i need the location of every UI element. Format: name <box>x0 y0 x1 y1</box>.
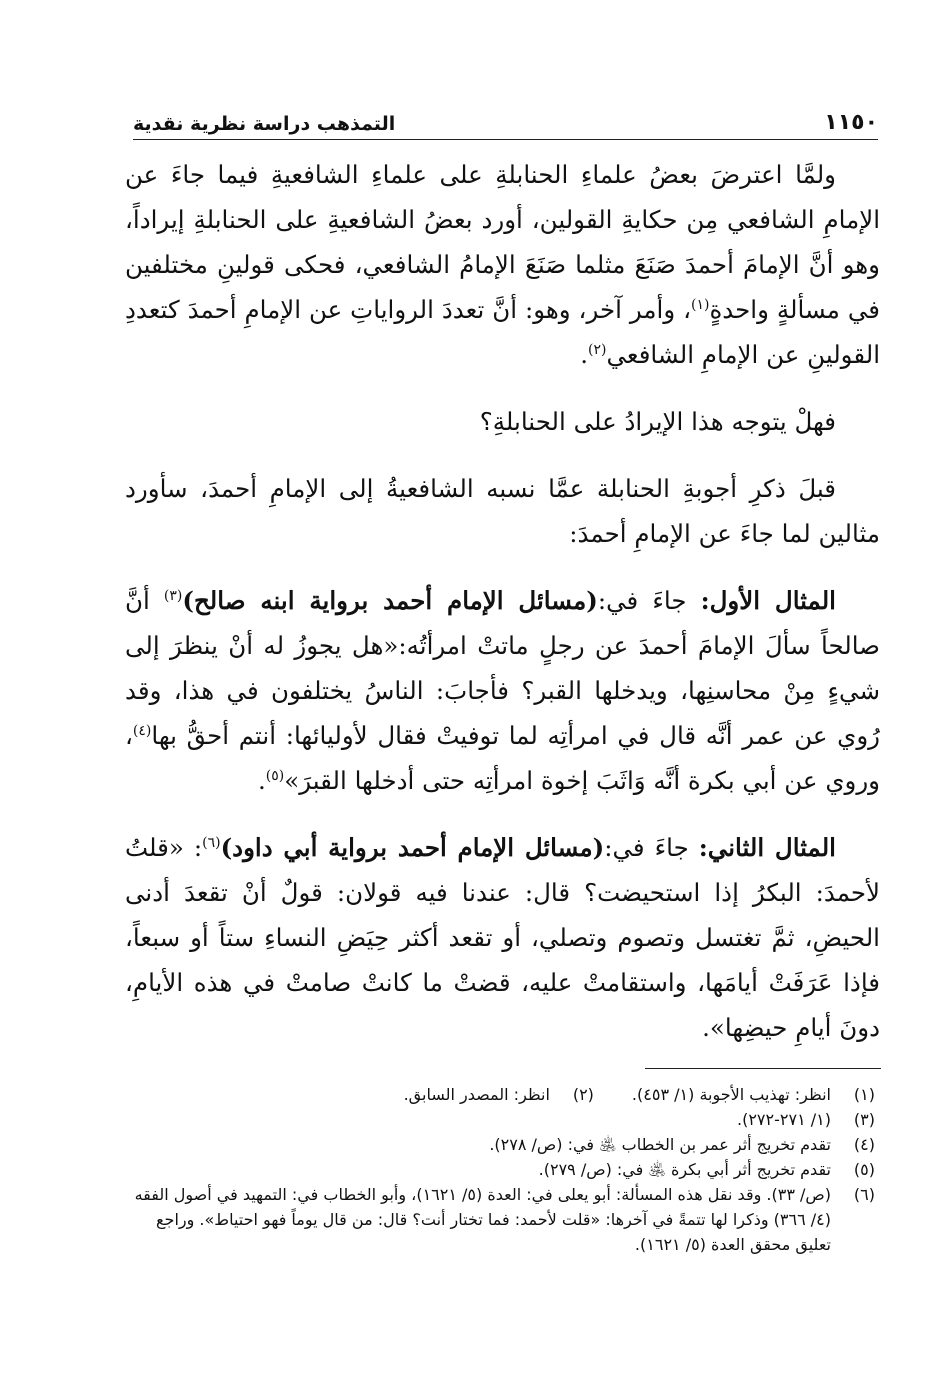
example-1-intro: جاءَ في: <box>597 586 701 615</box>
paragraph-2-text: فهلْ يتوجه هذا الإيرادُ على الحنابلةِ؟ <box>479 407 836 436</box>
footnote-3-text: (١/ ٢٧١-٢٧٢). <box>737 1110 831 1129</box>
footnote-ref-3[interactable]: (٣) <box>163 587 183 604</box>
footnote-5-number: (٥) <box>853 1160 875 1179</box>
footnote-6-text: (ص/ ٣٣). وقد نقل هذه المسألة: أبو يعلى في: العدة (٥/ ١٦٢١)، وأبو الخطاب في: التمهيد في أصول الفقه (٤/ ٣٦٦) وذكرا لها تتمةً في آخرها: «قلت لأحمد: فما تختار أنت؟ قال: من قال يوماً فهو احتياط». وراجع تعليق محقق العدة (٥/ ١٦٢١). <box>134 1185 831 1254</box>
footnote-gap <box>594 1082 632 1107</box>
example-2-text: : «قلتُ لأحمدَ: البكرُ إذا استحيضت؟ قال: عندنا فيه قولان: قولٌ أنْ تقعدَ أدنى الحيضِ، ثمَّ تغتسل وتصوم وتصلي، أو تقعد أكثر حِيَضِ النساءِ ستاً أو سبعاً، فإذا عَرَفَتْ أيامَها، واستقامتْ عليه، قضتْ ما كانتْ صامتْ في هذه الأيامِ، دونَ أيامِ حيضِها». <box>125 833 880 1042</box>
paragraph-3-text: قبلَ ذكرِ أجوبةِ الحنابلة عمَّا نسبه الشافعيةُ إلى الإمامِ أحمدَ، سأورد مثالين لما جاءَ عن الإمامِ أحمدَ: <box>125 474 880 548</box>
example-1-label: المثال الأول: <box>700 586 836 615</box>
example-1-text: أنَّ صالحاً سألَ الإمامَ أحمدَ عن رجلٍ ماتتْ امرأتُه:«هل يجوزُ له أنْ ينظرَ إلى شيءٍ مِنْ محاسنِها، ويدخلها القبر؟ فأجابَ: الناسُ يختلفون في هذا، وقد رُوي عن عمر أنَّه قال في امرأتِه لما توفيتْ فقال لأوليائها: أنتم أحقُّ بها <box>125 586 880 750</box>
footnote-ref-4[interactable]: (٤) <box>132 722 152 739</box>
footnote-2-text: انظر: المصدر السابق. <box>403 1085 550 1104</box>
example-1-source: (مسائل الإمام أحمد برواية ابنه صالح) <box>182 586 598 615</box>
example-1 <box>125 578 880 803</box>
example-1-end: . <box>257 766 266 795</box>
footnote-row-1-2 <box>125 1082 875 1107</box>
paragraph-1 <box>125 152 880 377</box>
example-1-text-b: ، وروي عن أبي بكرة أنَّه وَاثَبَ إخوة امرأتِه حتى أدخلها القبرَ» <box>125 721 880 795</box>
footnote-3-number: (٣) <box>853 1110 875 1129</box>
footnote-ref-5[interactable]: (٥) <box>265 767 285 784</box>
main-text <box>125 152 880 1072</box>
footnote-5 <box>125 1157 875 1182</box>
example-2-label: المثال الثاني: <box>698 833 836 862</box>
paragraph-1-end: . <box>580 340 588 369</box>
footnote-6 <box>125 1182 875 1257</box>
example-2-source: (مسائل الإمام أحمد برواية أبي داود) <box>220 833 605 862</box>
page-number: ١١٥٠ <box>824 110 878 135</box>
footnote-5-text: تقدم تخريج أثر أبي بكرة ﵁ في: (ص/ ٢٧٩). <box>538 1160 831 1179</box>
footnote-4-number: (٤) <box>853 1135 875 1154</box>
footnote-divider <box>645 1068 881 1069</box>
footnote-6-number: (٦) <box>853 1185 875 1204</box>
footnote-2-number: (٢) <box>572 1085 594 1104</box>
footnote-ref-1[interactable]: (١) <box>691 296 710 313</box>
paragraph-2 <box>125 399 880 444</box>
paragraph-1-text: ولمَّا اعترضَ بعضُ علماءِ الحنابلةِ على علماءِ الشافعيةِ فيما جاءَ عن الإمامِ الشافعي مِن حكايةِ القولين، أورد بعضُ الشافعيةِ على الحنابلةِ إيراداً، وهو أنَّ الإمامَ أحمدَ صَنَعَ مثلما صَنَعَ الإمامُ الشافعي، فحكى قولينِ مختلفين في مسألةٍ واحدةٍ <box>125 160 880 324</box>
footnote-1-text: انظر: تهذيب الأجوبة (١/ ٤٥٣). <box>631 1085 831 1104</box>
example-2-intro: جاءَ في: <box>604 833 699 862</box>
running-title: التمذهب دراسة نظرية نقدية <box>133 113 396 135</box>
paragraph-1-text-b: ، وأمر آخر، وهو: أنَّ تعددَ الرواياتِ عن الإمامِ أحمدَ كتعددِ القولينِ عن الإمامِ الشافعي <box>125 295 880 369</box>
page-header <box>133 104 878 140</box>
footnote-ref-2[interactable]: (٢) <box>587 341 607 358</box>
footnote-3 <box>125 1107 875 1132</box>
paragraph-3 <box>125 466 880 556</box>
footnote-ref-6[interactable]: (٦) <box>202 834 221 851</box>
footnotes <box>125 1082 875 1257</box>
example-2 <box>125 825 880 1050</box>
footnote-4 <box>125 1132 875 1157</box>
footnote-1-number: (١) <box>853 1085 875 1104</box>
footnote-4-text: تقدم تخريج أثر عمر بن الخطاب ﵁ في: (ص/ ٢٧٨). <box>489 1135 831 1154</box>
